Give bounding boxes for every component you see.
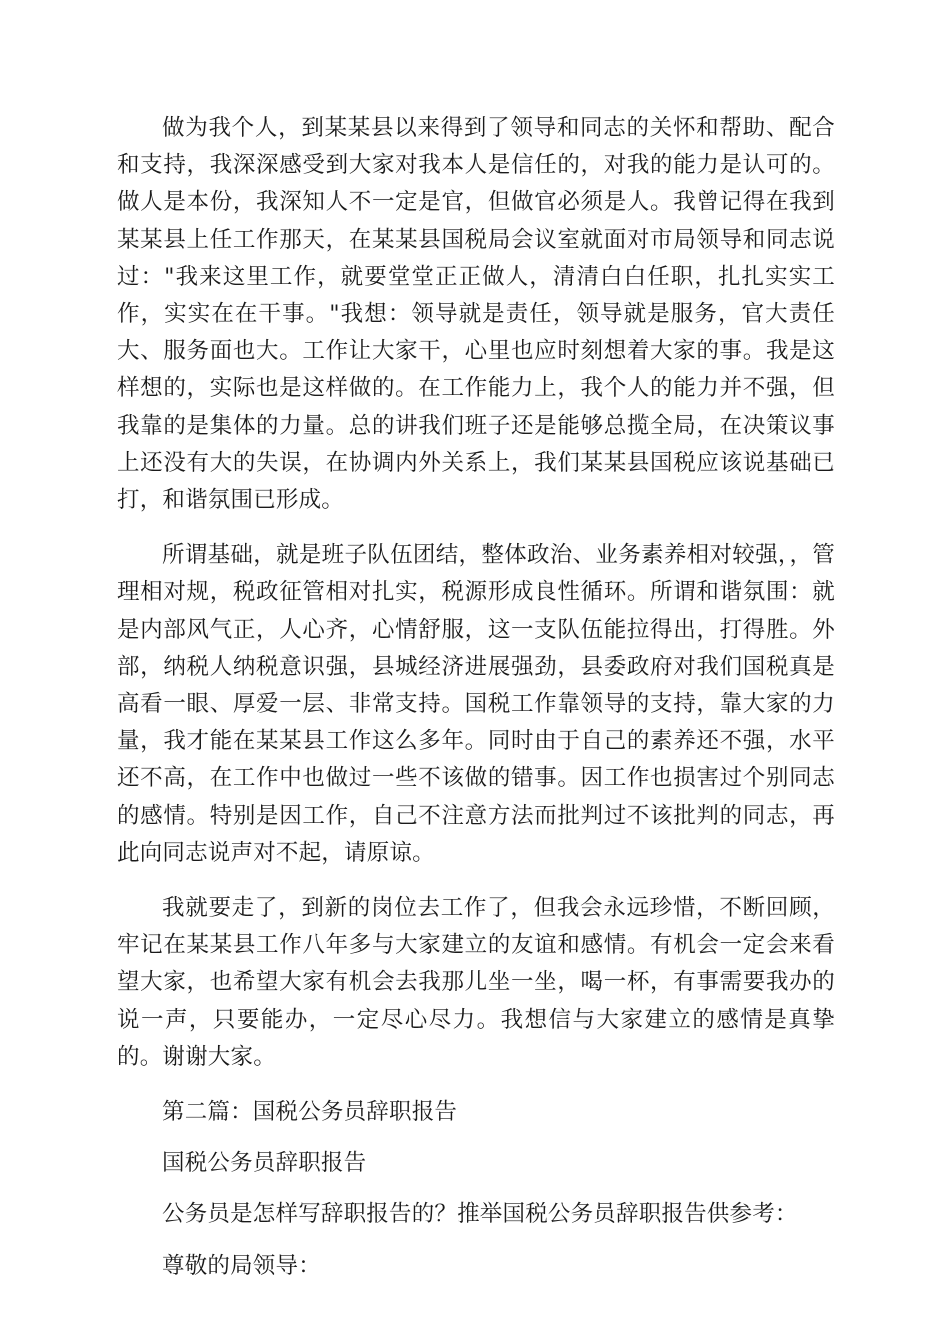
- report-title: 国税公务员辞职报告: [162, 1150, 367, 1177]
- document-body: [117, 110, 835, 1299]
- paragraph: 做为我个人，到某某县以来得到了领导和同志的关怀和帮助、配合和支持，我深深感受到大家对我本人是信任的，对我的能力是认可的。做人是本份，我深知人不一定是官，但做官必须是人。我曾记得在我到某某县上任工作那天，在某某县国税局会议室就面对市局领导和同志说过："我来这里工作，就要堂堂正正做人，清清白白任职，扎扎实实工作，实实在在干事。"我想：领导就是责任，领导就是服务，官大责任大、服务面也大。工作让大家干，心里也应时刻想着大家的事。我是这样想的，实际也是这样做的。在工作能力上，我个人的能力并不强，但我靠的是集体的力量。总的讲我们班子还是能够总揽全局，在决策议事上还没有大的失误，在协调内外关系上，我们某某县国税应该说基础已打，和谐氛围已形成。: [117, 115, 835, 514]
- section-heading: 第二篇：国税公务员辞职报告: [162, 1099, 458, 1126]
- paragraph: 我就要走了，到新的岗位去工作了，但我会永远珍惜，不断回顾，牢记在某某县工作八年多与大家建立的友谊和感情。有机会一定会来看望大家，也希望大家有机会去我那儿坐一坐，喝一杯，有事需要我办的说一声，只要能办，一定尽心尽力。我想信与大家建立的感情是真挚的。谢谢大家。: [117, 895, 835, 1070]
- paragraph: 公务员是怎样写辞职报告的？推举国税公务员辞职报告供参考：: [162, 1201, 798, 1228]
- paragraph: 所谓基础，就是班子队伍团结，整体政治、业务素养相对较强，，管理相对规，税政征管相对扎实，税源形成良性循环。所谓和谐氛围：就是内部风气正，人心齐，心情舒服，这一支队伍能拉得出，打得胜。外部，纳税人纳税意识强，县城经济进展强劲，县委政府对我们国税真是高看一眼、厚爱一层、非常支持。国税工作靠领导的支持，靠大家的力量，我才能在某某县工作这么多年。同时由于自己的素养还不强，水平还不高，在工作中也做过一些不该做的错事。因工作也损害过个别同志的感情。特别是因工作，自己不注意方法而批判过不该批判的同志，再此向同志说声对不起，请原谅。: [117, 542, 835, 866]
- salutation: 尊敬的局领导：: [162, 1252, 321, 1279]
